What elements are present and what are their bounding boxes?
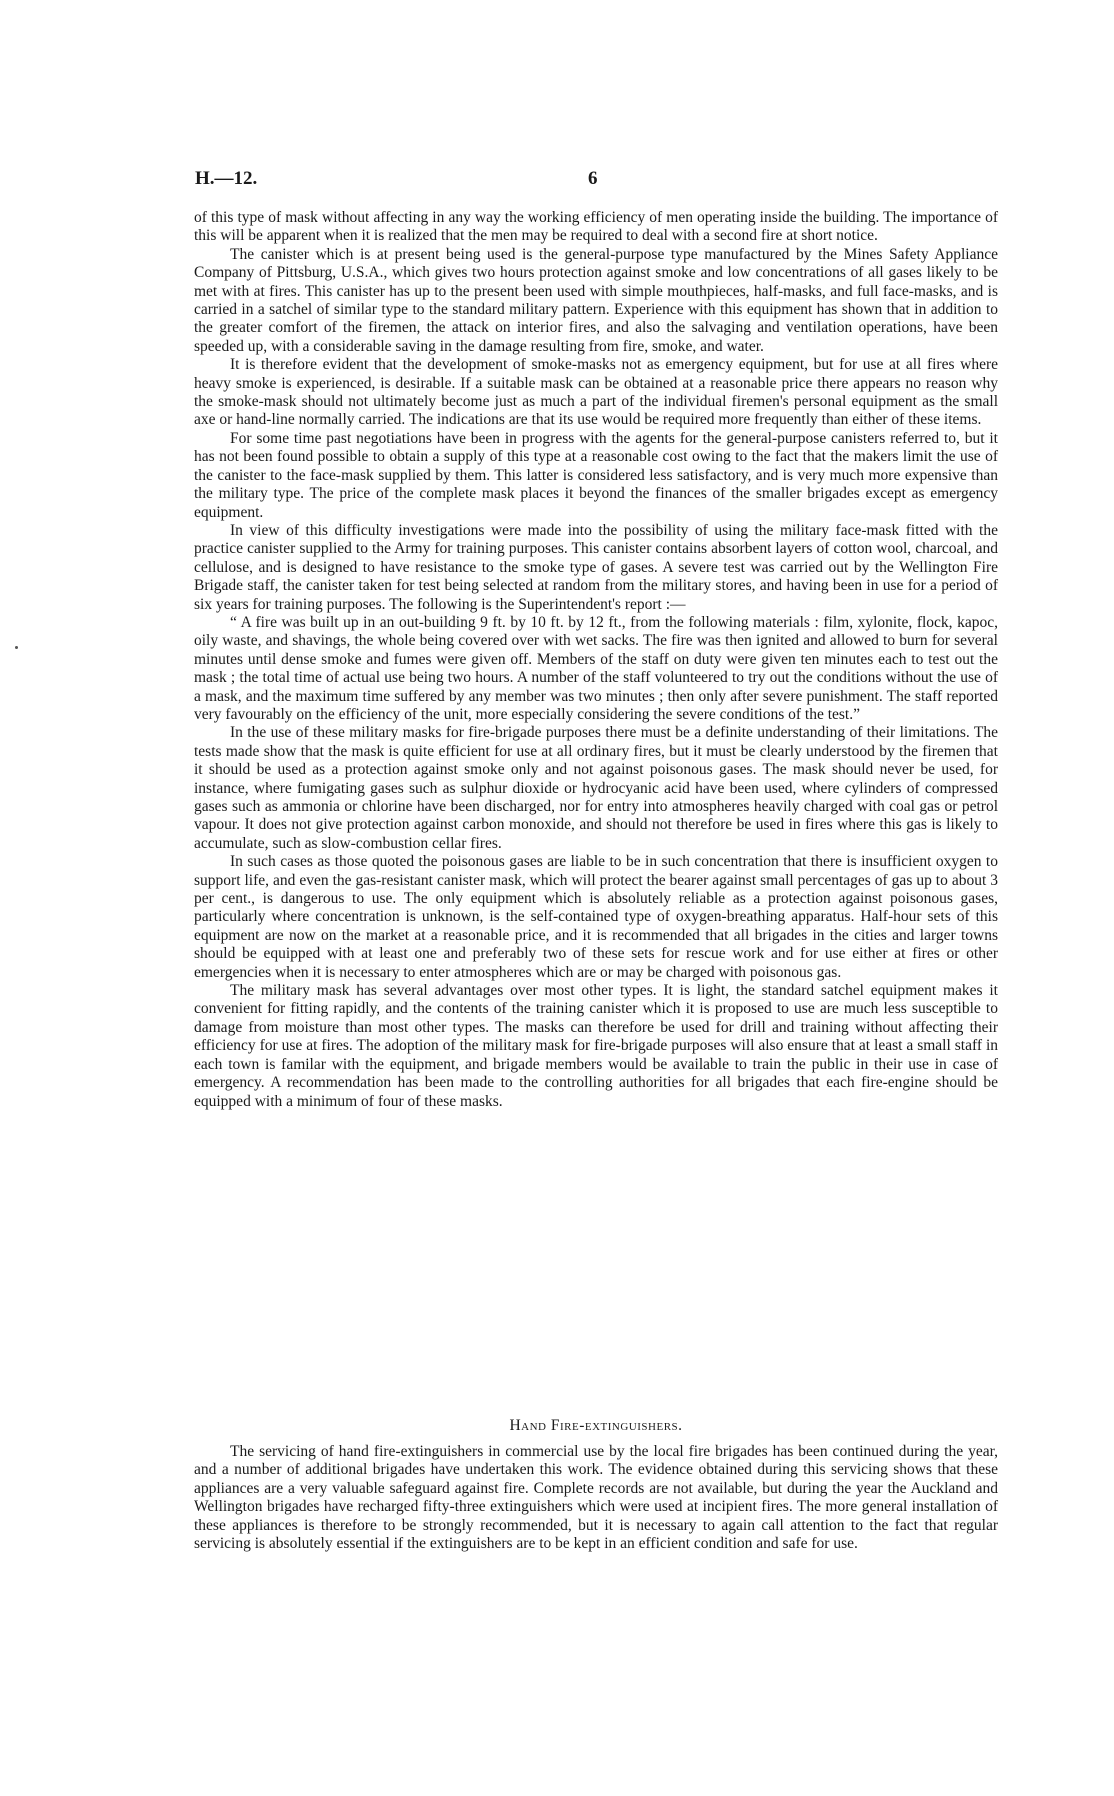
section-body xyxy=(194,1443,998,1553)
paragraph: It is therefore evident that the development of smoke-masks not as emergency equipment, but for use at all fires where heavy smoke is experienced, is desirable. If a suitable mask can be obtained at a reasonable price there appears no reason why the smoke-mask should not ultimately become just as much a part of the individual firemen's personal equipment as the small axe or hand-line normally carried. The indications are that its use would be required more frequently than either of these items. xyxy=(194,356,998,429)
quoted-report: “ A fire was built up in an out-building 9 ft. by 10 ft. by 12 ft., from the following materials : film, xylonite, flock, kapoc, oily waste, and shavings, the whole being covered over with wet sacks. The fire was then ignited and allowed to burn for several minutes until dense smoke and fumes were given off. Members of the staff on duty were given ten minutes each to test out the mask ; the total time of actual use being two hours. A number of the staff volunteered to try out the conditions without the use of a mask, and the maximum time suffered by any member was two minutes ; then only after severe punishment. The staff reported very favourably on the efficiency of the unit, more especially considering the severe conditions of the test.” xyxy=(194,613,998,723)
paragraph: The canister which is at present being used is the general-purpose type manufactured by the Mines Safety Appliance Company of Pittsburg, U.S.A., which gives two hours protection against smoke and low concentrations of all gases likely to be met with at fires. This canister has up to the present been used with simple mouthpieces, half-masks, and full face-masks, and is carried in a satchel of similar type to the standard military pattern. Experience with this equipment has shown that in addition to the greater comfort of the firemen, the attack on interior fires, and also the salvaging and ventilation operations, have been speeded up, with a considerable saving in the damage resulting from fire, smoke, and water. xyxy=(194,245,998,355)
body-text xyxy=(194,209,998,1111)
paragraph: For some time past negotiations have been in progress with the agents for the general-purpose canisters referred to, but it has not been found possible to obtain a supply of this type at a reasonable cost owing to the fact that the makers limit the use of the canister to the face-mask supplied by them. This latter is considered less satisfactory, and is very much more expensive than the military type. The price of the complete mask places it beyond the finances of the smaller brigades except as emergency equipment. xyxy=(194,429,998,521)
page-header xyxy=(195,168,995,192)
margin-mark xyxy=(15,646,18,649)
paragraph: The servicing of hand fire-extinguishers in commercial use by the local fire brigades has been continued during the year, and a number of additional brigades have undertaken this work. The evidence obtained during this servicing shows that these appliances are a very valuable safeguard against fire. Complete records are not available, but during the year the Auckland and Wellington brigades have recharged fifty-three extinguishers which were used at incipient fires. The more general installation of these appliances is therefore to be strongly recommended, but it is necessary to again call attention to the fact that regular servicing is absolutely essential if the extinguishers are to be kept in an efficient condition and safe for use. xyxy=(194,1443,998,1553)
paragraph: In such cases as those quoted the poisonous gases are liable to be in such concentration that there is insufficient oxygen to support life, and even the gas-resistant canister mask, which will protect the bearer against small percentages of gas up to about 3 per cent., is dangerous to use. The only equipment which is absolutely reliable as a protection against poisonous gases, particularly where concentration is unknown, is the self-contained type of oxygen-breathing apparatus. Half-hour sets of this equipment are now on the market at a reasonable price, and it is recommended that all brigades in the cities and larger towns should be equipped with at least one and preferably two of these sets for rescue work and for use either at fires or other emergencies when it is necessary to enter atmospheres which are or may be charged with poisonous gas. xyxy=(194,853,998,981)
page-number: 6 xyxy=(588,168,598,189)
paragraph: The military mask has several advantages over most other types. It is light, the standard satchel equipment makes it convenient for fitting rapidly, and the contents of the training canister which it is proposed to use are much less susceptible to damage from moisture than most other types. The masks can therefore be used for drill and training without affecting their efficiency for use at fires. The adoption of the military mask for fire-brigade purposes will also ensure that at least a small staff in each town is familar with the equipment, and brigade members would be available to train the public in their use in case of emergency. A recommendation has been made to the controlling authorities for all brigades that each fire-engine should be equipped with a minimum of four of these masks. xyxy=(194,982,998,1110)
paragraph: In view of this difficulty investigations were made into the possibility of using the military face-mask fitted with the practice canister supplied to the Army for training purposes. This canister contains absorbent layers of cotton wool, charcoal, and cellulose, and is designed to have resistance to the smoke type of gases. A severe test was carried out by the Wellington Fire Brigade staff, the canister taken for test being selected at random from the military stores, and having been in use for a period of six years for training purposes. The following is the Superintendent's report :— xyxy=(194,521,998,613)
section-heading: Hand Fire-extinguishers. xyxy=(509,1417,683,1434)
paragraph: In the use of these military masks for fire-brigade purposes there must be a definite understanding of their limitations. The tests made show that the mask is quite efficient for use at all ordinary fires, but it must be clearly understood by the firemen that it should be used as a protection against smoke only and not against poisonous gases. The mask should never be used, for instance, where fumigating gases such as sulphur dioxide or hydrocyanic acid have been used, where cylinders of compressed gases such as ammonia or chlorine have been discharged, nor for entry into atmospheres heavily charged with coal gas or petrol vapour. It does not give protection against carbon monoxide, and should not therefore be used in fires where this gas is likely to accumulate, such as slow-combustion cellar fires. xyxy=(194,724,998,852)
paragraph: of this type of mask without affecting in any way the working efficiency of men operating inside the building. The importance of this will be apparent when it is realized that the men may be required to deal with a second fire at short notice. xyxy=(194,209,998,245)
document-reference: H.—12. xyxy=(195,168,258,189)
